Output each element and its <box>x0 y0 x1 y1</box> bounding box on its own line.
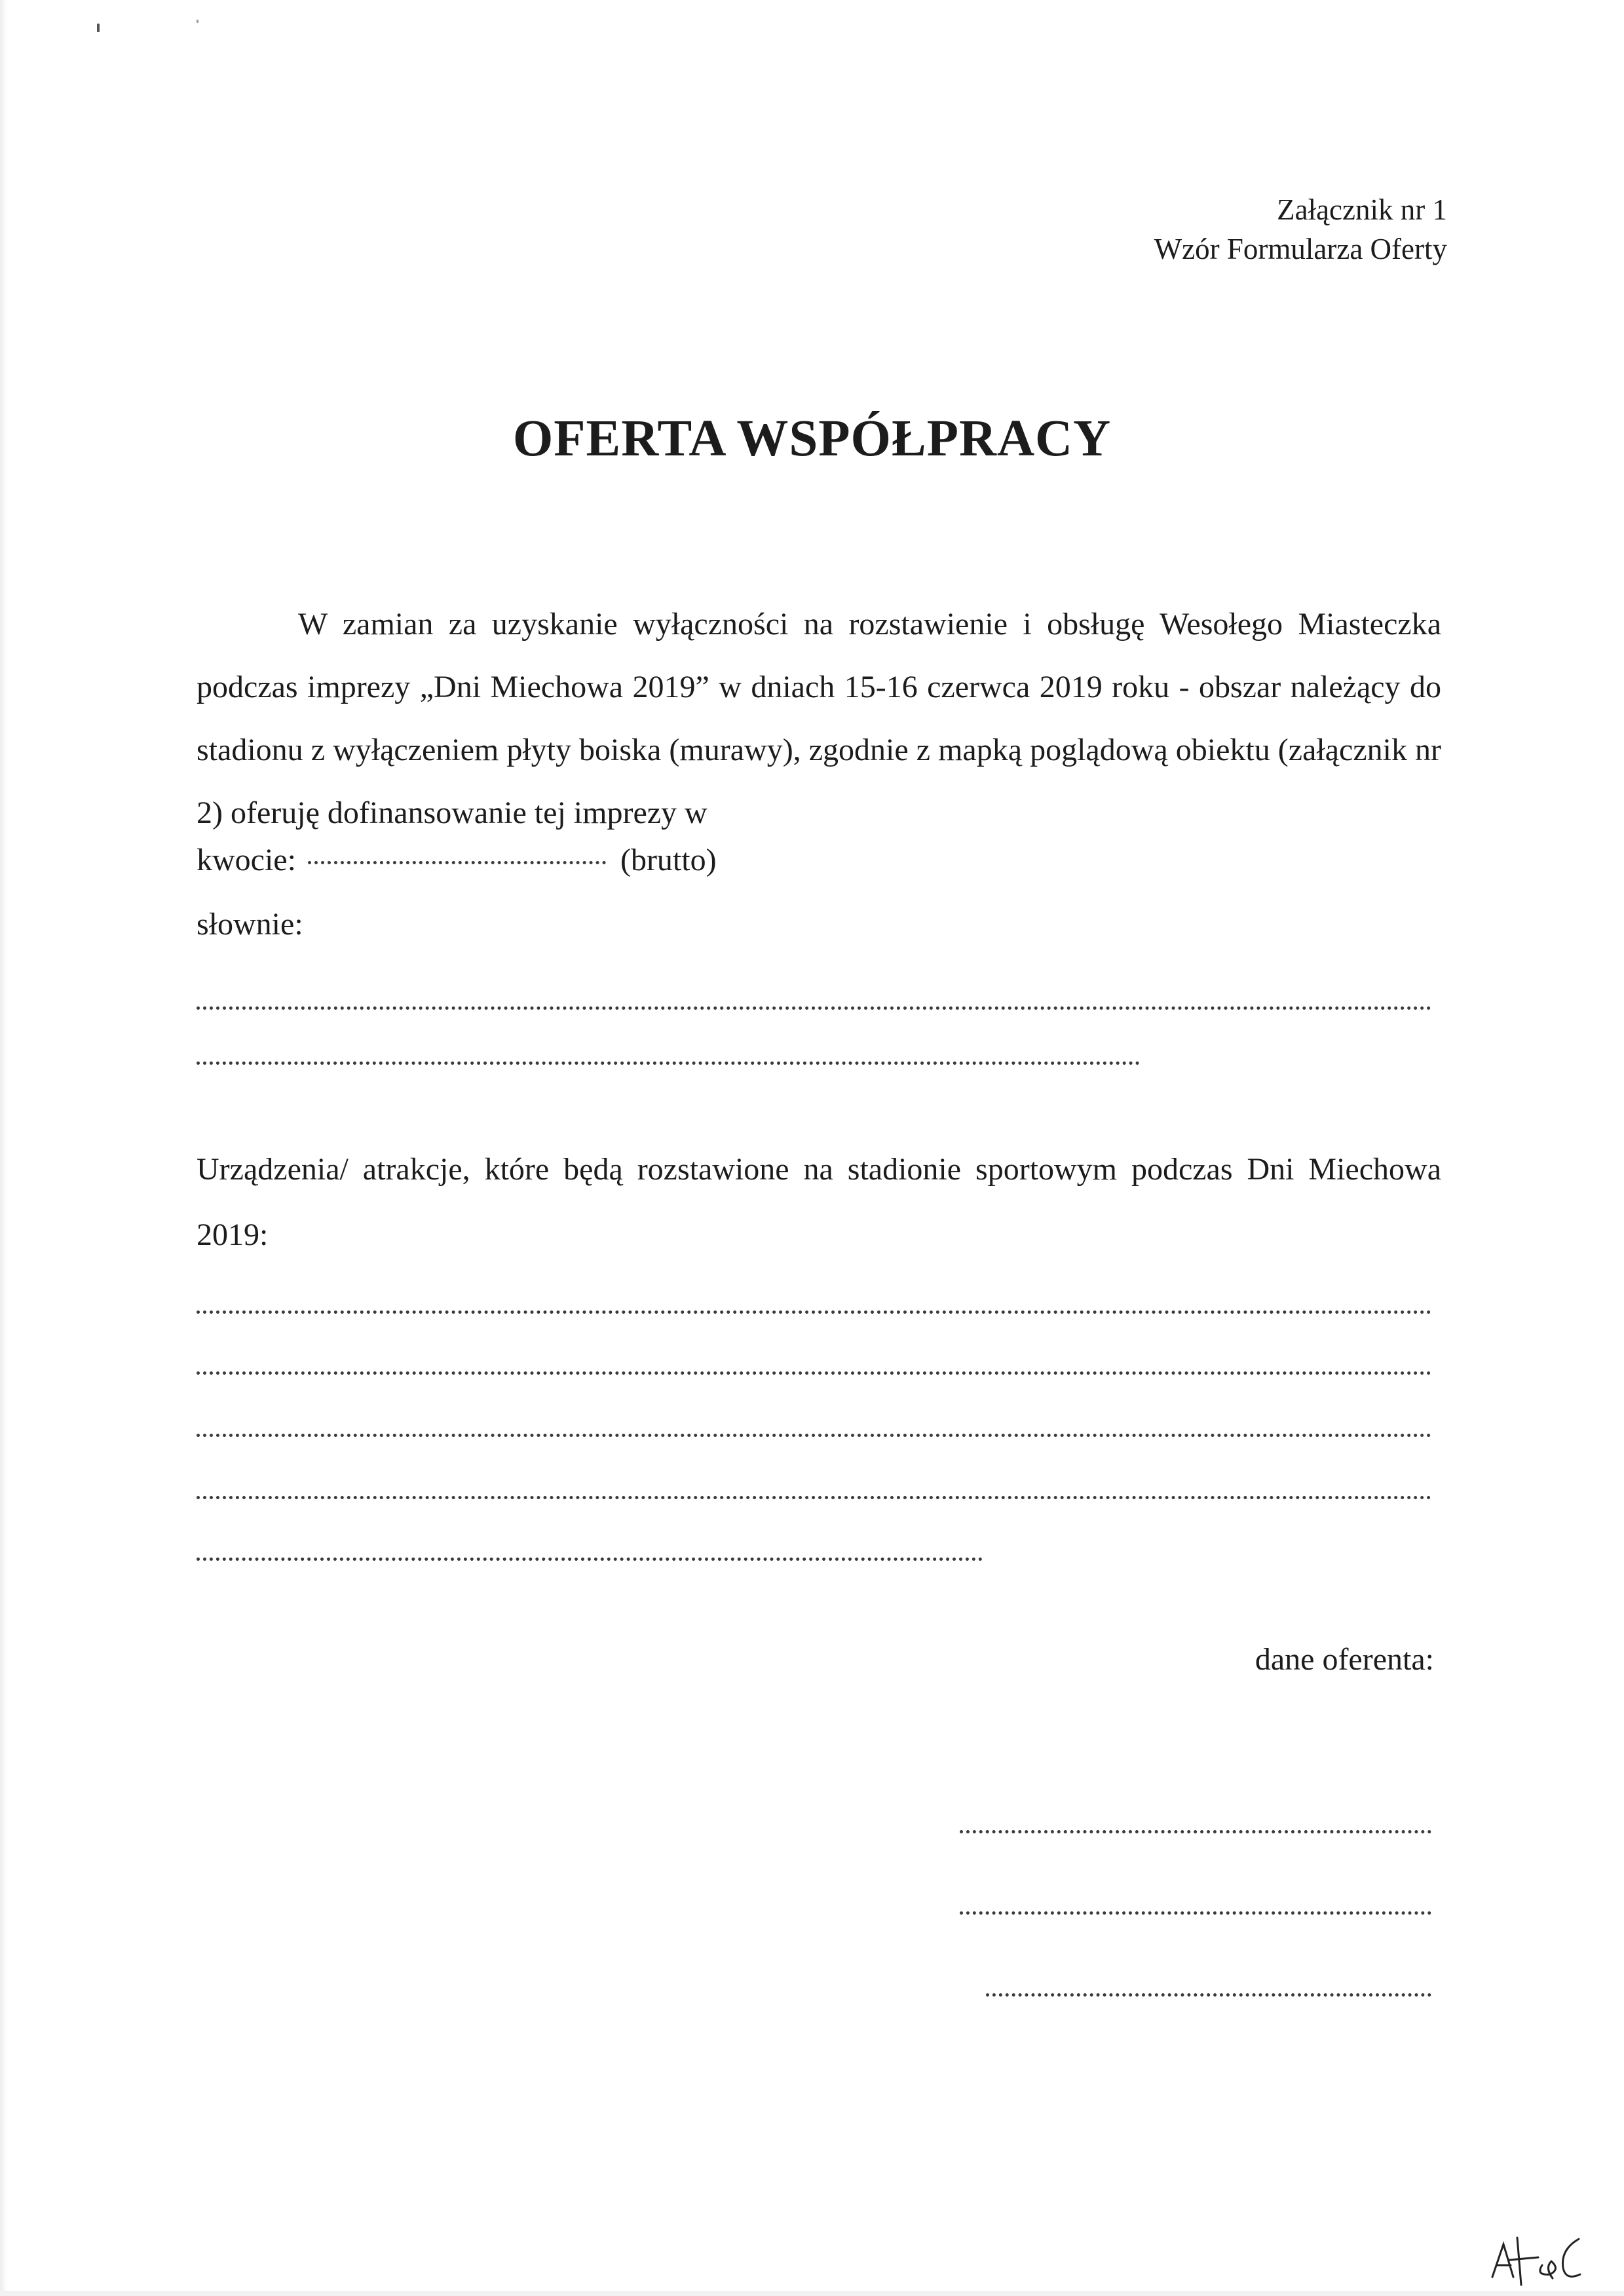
devices-line-3[interactable] <box>197 1434 1431 1437</box>
bidder-line-1[interactable] <box>960 1830 1431 1833</box>
devices-paragraph: Urządzenia/ atrakcje, które będą rozstawione na stadionie sportowym podczas Dni Miechowa 2019: <box>197 1152 1441 1252</box>
offer-paragraph: W zamian za uzyskanie wyłączności na rozstawienie i obsługę Wesołego Miasteczka podczas imprezy „Dni Miechowa 2019” w dniach 15-16 czerwca 2019 roku - obszar należący do stadionu z wyłączeniem płyty boiska (murawy), zgodnie z mapką poglądową obiektu (załącznik nr 2) oferuję dofinansowanie tej imprezy w <box>197 607 1441 830</box>
amount-row <box>197 842 717 878</box>
amount-in-words-line-2[interactable] <box>197 1062 1140 1065</box>
attachment-number: Załącznik nr 1 <box>1277 193 1447 226</box>
form-name: Wzór Formularza Oferty <box>1154 233 1447 265</box>
amount-fill-in-dots[interactable] <box>308 861 606 864</box>
scan-speck <box>97 24 100 32</box>
amount-label: kwocie: <box>197 843 296 877</box>
scan-speck <box>197 20 198 23</box>
document-title: OFERTA WSPÓŁPRACY <box>512 410 1112 467</box>
bidder-line-3[interactable] <box>986 1993 1431 1997</box>
amount-suffix: (brutto) <box>620 843 717 877</box>
scan-bottom-edge <box>0 2291 1624 2296</box>
amount-in-words-line-1[interactable] <box>197 1006 1431 1010</box>
initials-signature <box>1487 2231 1585 2287</box>
document-header <box>1154 190 1447 269</box>
bidder-data-label: dane oferenta: <box>1255 1642 1434 1677</box>
amount-in-words-label: słownie: <box>197 907 303 942</box>
devices-line-1[interactable] <box>197 1311 1431 1314</box>
devices-line-5[interactable] <box>197 1558 983 1561</box>
devices-line-4[interactable] <box>197 1496 1431 1499</box>
bidder-line-2[interactable] <box>960 1911 1431 1915</box>
scan-edge <box>0 0 7 2296</box>
devices-line-2[interactable] <box>197 1371 1431 1375</box>
